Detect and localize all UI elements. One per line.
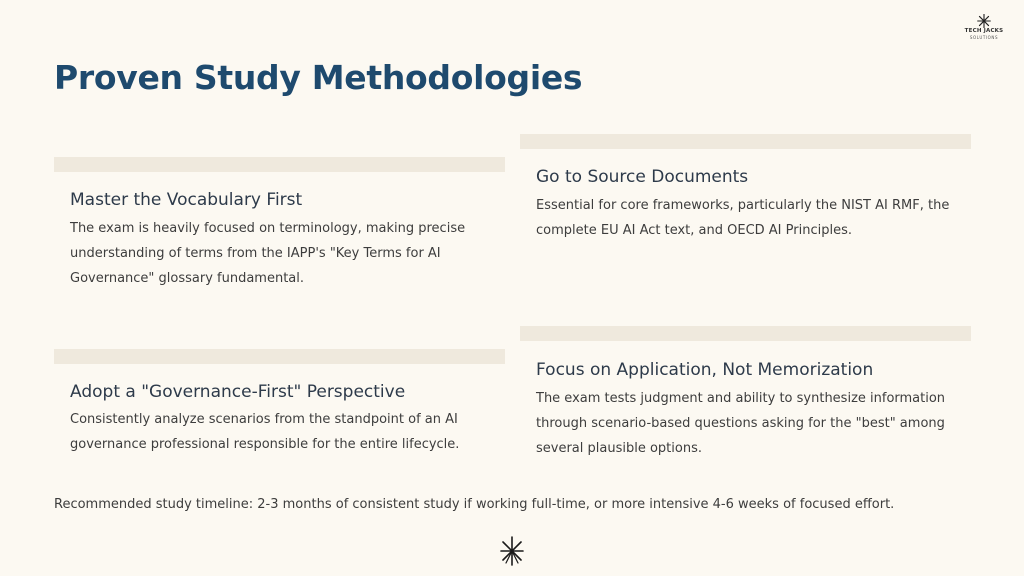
card-header-bar — [54, 349, 505, 364]
card-text: The exam is heavily focused on terminology, making precise understanding of terms from the IAPP's "Key Terms for AI Governance" glossary fundamental. — [70, 221, 466, 286]
card-title: Master the Vocabulary First — [70, 190, 303, 210]
card-master-vocabulary — [54, 157, 505, 291]
card-title: Go to Source Documents — [536, 167, 749, 187]
card-header-bar — [520, 134, 971, 149]
star-burst-icon — [497, 536, 527, 566]
page-title: Proven Study Methodologies — [54, 58, 583, 97]
logo-subtitle: SOLUTIONS — [969, 35, 999, 40]
bottom-logo-mark — [497, 536, 527, 570]
study-timeline-note: Recommended study timeline: 2-3 months of consistent study if working full-time, or more intensive 4-6 weeks of focused effort. — [54, 497, 895, 512]
card-source-documents — [520, 134, 971, 243]
card-text: Essential for core frameworks, particularly the NIST AI RMF, the complete EU AI Act text, and OECD AI Principles. — [536, 198, 950, 238]
logo-name: TECH JACKS — [964, 28, 1004, 34]
card-header-bar — [54, 157, 505, 172]
card-governance-first — [54, 349, 505, 457]
card-focus-application — [520, 326, 971, 461]
card-text: The exam tests judgment and ability to synthesize information through scenario-based questions asking for the "best" among several plausible options. — [536, 391, 946, 456]
company-logo — [960, 14, 1008, 40]
card-title: Focus on Application, Not Memorization — [536, 360, 874, 380]
card-header-bar — [520, 326, 971, 341]
card-title: Adopt a "Governance-First" Perspective — [70, 382, 406, 402]
star-burst-icon — [977, 14, 991, 28]
card-text: Consistently analyze scenarios from the standpoint of an AI governance professional responsible for the entire lifecycle. — [70, 412, 460, 452]
